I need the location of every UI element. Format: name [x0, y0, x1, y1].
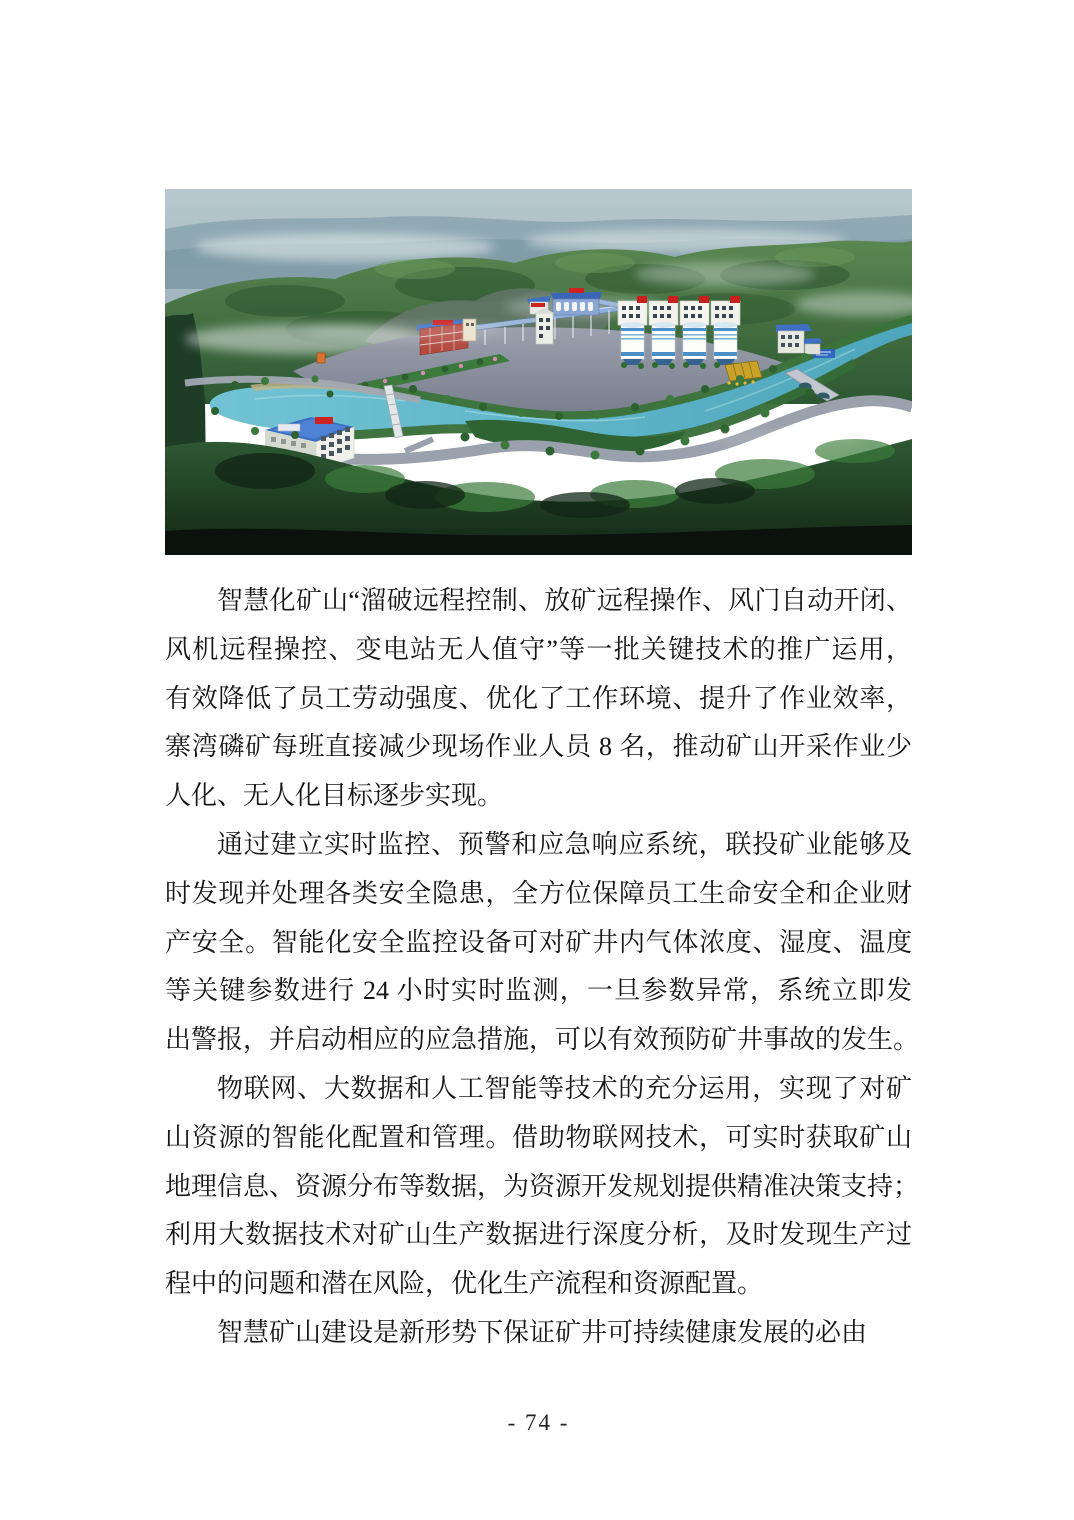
- page-footer: [165, 1408, 912, 1438]
- text-line: 通过建立实时监控、预警和应急响应系统，联投矿业能够及: [217, 829, 912, 859]
- text-line: 智慧矿山建设是新形势下保证矿井可持续健康发展的必由: [217, 1317, 868, 1347]
- page-number: - 74 -: [507, 1410, 570, 1435]
- text-line: 物联网、大数据和人工智能等技术的充分运用，实现了对矿: [217, 1073, 912, 1103]
- paragraph-2: [165, 821, 920, 1065]
- text-line: 寨湾磷矿每班直接减少现场作业人员 8 名，推动矿山开采作业少: [165, 732, 912, 762]
- text-line: 山资源的智能化配置和管理。借助物联网技术，可实时获取矿山: [165, 1122, 912, 1152]
- text-line: 风机远程操控、变电站无人值守”等一批关键技术的推广运用，: [165, 634, 912, 664]
- text-line: 程中的问题和潜在风险，优化生产流程和资源配置。: [165, 1269, 764, 1299]
- mine-aerial-rendering-image: [165, 189, 912, 555]
- transfer-tower: [535, 308, 554, 344]
- text-line: 产安全。智能化安全监控设备可对矿井内气体浓度、湿度、温度: [165, 927, 912, 957]
- foreground-forest: [165, 439, 912, 555]
- text-line: 等关键参数进行 24 小时实时监测，一旦参数异常，系统立即发: [165, 976, 912, 1006]
- paragraph-1: [165, 577, 912, 821]
- facility-rendering-figure: [165, 189, 912, 555]
- paragraph-3: [165, 1065, 920, 1309]
- text-line: 地理信息、资源分布等数据，为资源开发规划提供精准决策支持；: [165, 1171, 920, 1201]
- text-line: 智慧化矿山“溜破远程控制、放矿远程操作、风门自动开闭、: [217, 586, 912, 615]
- text-line: 出警报，并启动相应的应急措施，可以有效预防矿井事故的发生。: [165, 1025, 920, 1055]
- paragraph-4: [165, 1309, 912, 1358]
- text-line: 时发现并处理各类安全隐患，全方位保障员工生命安全和企业财: [165, 878, 912, 908]
- text-line: 利用大数据技术对矿山生产数据进行深度分析，及时发现生产过: [165, 1220, 912, 1250]
- body-text: [165, 577, 920, 1358]
- text-line: 有效降低了员工劳动强度、优化了工作环境、提升了作业效率，: [165, 683, 912, 713]
- text-line: 人化、无人化目标逐步实现。: [165, 781, 504, 811]
